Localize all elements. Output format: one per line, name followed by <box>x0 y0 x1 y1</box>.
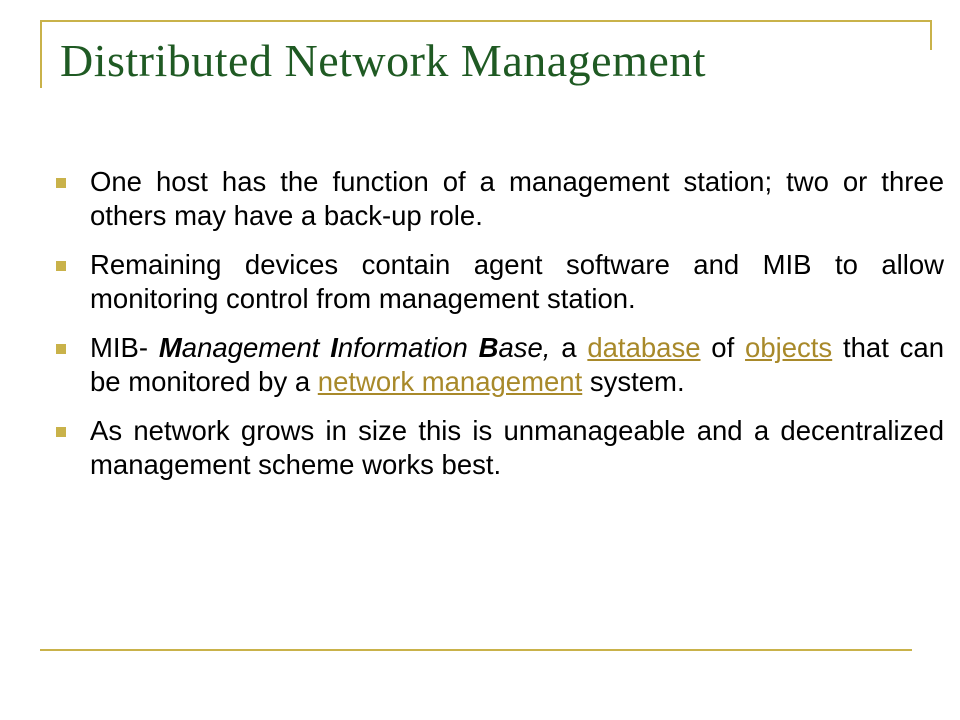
frame-right-line <box>930 20 932 50</box>
bullet-text-mid: that can be monitored by a <box>90 332 944 397</box>
bullet-text: Remaining devices contain agent software and MIB to allow monitoring control from management station. <box>90 249 944 314</box>
square-bullet-icon <box>56 178 66 188</box>
bullet-text-prefix: MIB- <box>90 332 159 363</box>
mib-letter-b: B <box>478 332 499 363</box>
mib-letter-i: I <box>330 332 338 363</box>
square-bullet-icon <box>56 427 66 437</box>
mib-word-rest-b: ase, <box>498 332 551 363</box>
mib-letter-m: M <box>158 332 182 363</box>
mib-word-rest-i: nformation <box>337 332 479 363</box>
bullet-list <box>52 165 944 497</box>
bullet-text: One host has the function of a management station; two or three others may have a back-up role. <box>90 166 944 231</box>
database-link[interactable]: database <box>587 332 701 363</box>
bullet-item-mib-definition <box>52 331 944 399</box>
square-bullet-icon <box>56 344 66 354</box>
bullet-item-decentralized <box>52 414 944 482</box>
square-bullet-icon <box>56 261 66 271</box>
frame-left-line <box>40 20 42 88</box>
objects-link[interactable]: objects <box>745 332 833 363</box>
bullet-text-mid: of <box>700 332 746 363</box>
bullet-text-suffix: system. <box>582 366 685 397</box>
network-management-link[interactable]: network management <box>317 366 583 397</box>
bullet-text: As network grows in size this is unmanageable and a decentralized management scheme works best. <box>90 415 944 480</box>
slide-title: Distributed Network Management <box>60 35 707 86</box>
frame-bottom-line <box>40 649 912 651</box>
frame-top-line <box>40 20 932 22</box>
bullet-text-mid: a <box>550 332 588 363</box>
bullet-item-agent-software <box>52 248 944 316</box>
bullet-item-management-station <box>52 165 944 233</box>
mib-word-rest-m: anagement <box>181 332 331 363</box>
